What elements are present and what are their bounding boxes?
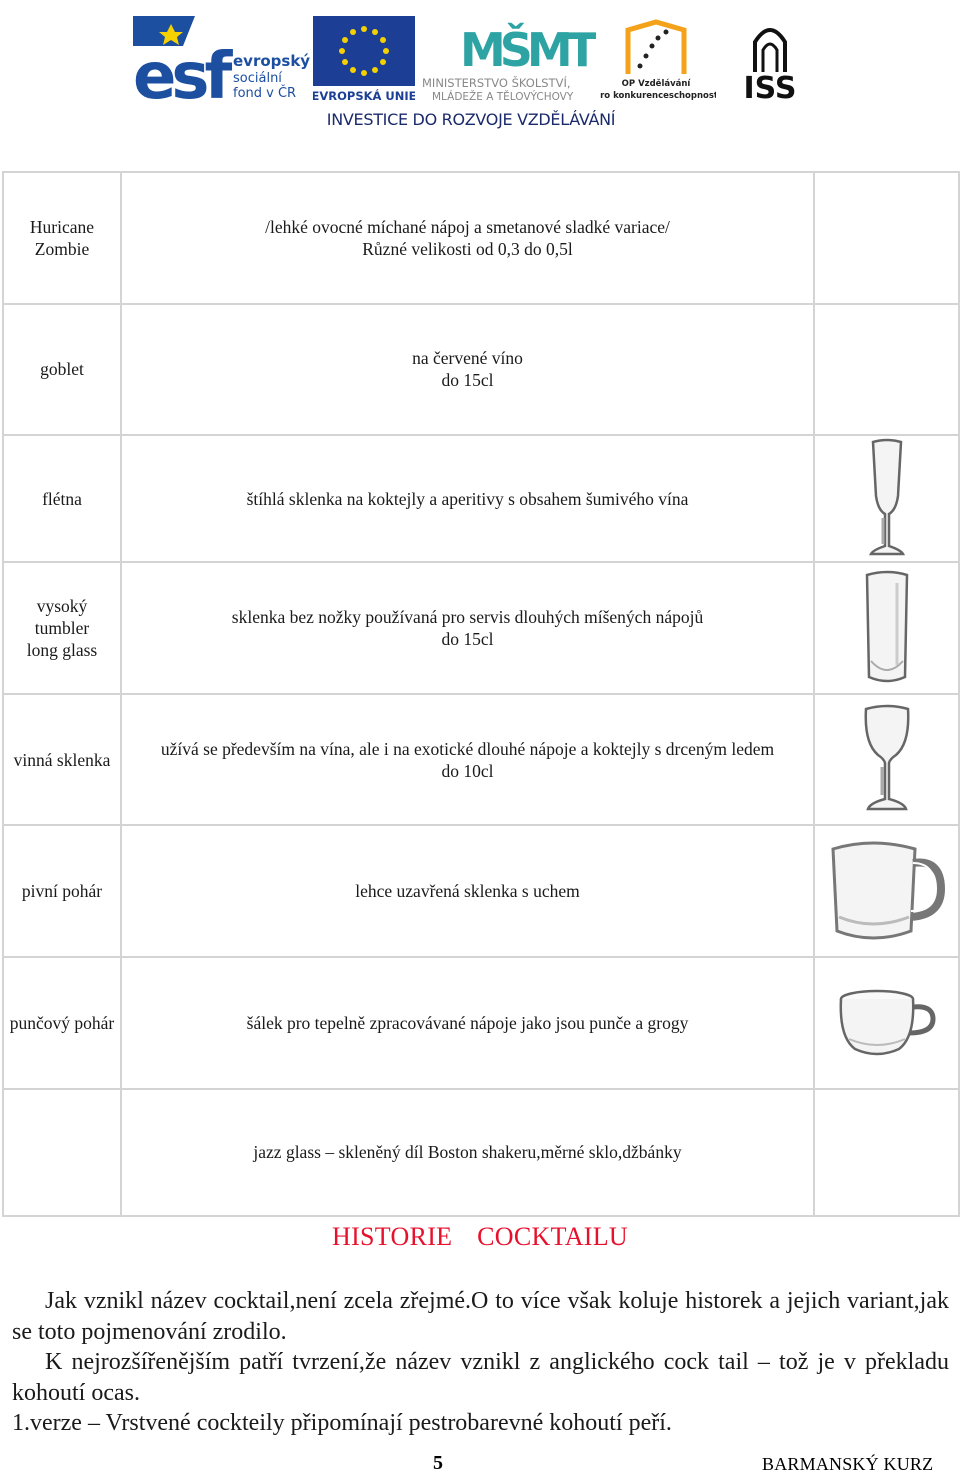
- table-row: [3, 825, 959, 957]
- punch-cup-icon: [815, 985, 958, 1061]
- glass-description: na červené víno: [412, 348, 523, 369]
- footer-title: BARMANSKÝ KURZ: [762, 1454, 934, 1473]
- glass-image-cell: [814, 957, 959, 1089]
- glass-description: lehce uzavřená sklenka s uchem: [355, 881, 580, 902]
- op-logo: [600, 16, 716, 102]
- glass-image-cell: [814, 694, 959, 826]
- glass-image-cell: [814, 172, 959, 304]
- glass-description: Různé velikosti od 0,3 do 0,5l: [362, 238, 573, 259]
- glass-description-cell: [121, 304, 814, 436]
- glass-name-cell: [3, 1089, 121, 1216]
- wine-glass-icon: [815, 703, 958, 817]
- glass-image-cell: [814, 1089, 959, 1216]
- glass-description: do 15cl: [441, 628, 494, 649]
- glass-name-cell: [3, 825, 121, 957]
- glass-image-cell: [814, 435, 959, 562]
- glass-name-cell: [3, 694, 121, 826]
- svg-text:OP Vzdělávání: OP Vzdělávání: [621, 79, 691, 89]
- glass-name-cell: [3, 435, 121, 562]
- glass-name: Zombie: [34, 238, 90, 259]
- glass-name: punčový pohár: [9, 1012, 115, 1033]
- glass-description-cell: [121, 562, 814, 694]
- svg-text:esf: esf: [133, 40, 228, 102]
- glass-description-cell: [121, 435, 814, 562]
- history-text: [12, 1286, 949, 1439]
- glass-name: vysoký: [36, 595, 88, 616]
- glass-name-cell: [3, 304, 121, 436]
- paragraph: K nejrozšířenějším patří tvrzení,že název vznikl z anglického cock tail – tož je v překladu kohoutí ocas.: [12, 1349, 949, 1406]
- glass-description-cell: [121, 825, 814, 957]
- table-row: [3, 694, 959, 826]
- svg-text:evropský: evropský: [233, 52, 311, 70]
- glass-description: do 15cl: [441, 370, 494, 391]
- svg-text:ISS: ISS: [743, 71, 797, 104]
- glass-name-cell: [3, 562, 121, 694]
- table-row: [3, 172, 959, 304]
- table-row: [3, 435, 959, 562]
- table-row: [3, 957, 959, 1089]
- glass-description: /lehké ovocné míchané nápoj a smetanové sladké variace/: [265, 216, 670, 237]
- svg-text:MINISTERSTVO ŠKOLSTVÍ,: MINISTERSTVO ŠKOLSTVÍ,: [422, 76, 571, 90]
- glass-description: šálek pro tepelně zpracovávané nápoje jako jsou punče a grogy: [246, 1012, 689, 1033]
- glass-name: Huricane: [29, 216, 95, 237]
- glass-name: goblet: [40, 359, 84, 380]
- glass-image-cell: [814, 562, 959, 694]
- glass-image-cell: [814, 304, 959, 436]
- esf-logo: [133, 16, 311, 102]
- glass-name: pivní pohár: [21, 881, 103, 902]
- svg-text:EVROPSKÁ UNIE: EVROPSKÁ UNIE: [313, 89, 415, 102]
- glass-name: vinná sklenka: [13, 749, 111, 770]
- beer-mug-icon: [815, 833, 958, 949]
- glass-types-table: [2, 171, 960, 1217]
- glass-description-cell: [121, 172, 814, 304]
- glass-description-cell: [121, 957, 814, 1089]
- svg-text:sociální: sociální: [233, 71, 282, 86]
- iss-logo: [725, 14, 815, 104]
- table-row: [3, 1089, 959, 1216]
- flute-glass-icon: [815, 438, 958, 560]
- glass-description: sklenka bez nožky používaná pro servis dlouhých míšených nápojů: [231, 606, 704, 627]
- eu-logo: [313, 16, 415, 102]
- table-row: [3, 562, 959, 694]
- glass-description: užívá se především na vína, ale i na exotické dlouhé nápoje a koktejly s drceným ledem: [160, 738, 775, 759]
- header-logos: [0, 0, 960, 140]
- glass-description: štíhlá sklenka na koktejly a aperitivy s obsahem šumivého vína: [246, 488, 689, 509]
- paragraph: Jak vznikl název cocktail,není zcela zřejmé.O to více však koluje historek a jejich variant,jak se toto pojmenování zrodilo.: [12, 1288, 949, 1345]
- section-title: HISTORIE COCKTAILU: [332, 1222, 628, 1251]
- svg-text:MLÁDEŽE A TĚLOVÝCHOVY: MLÁDEŽE A TĚLOVÝCHOVY: [432, 91, 574, 103]
- investice-banner: INVESTICE DO ROZVOJE VZDĚLÁVÁNÍ: [326, 110, 616, 129]
- svg-text:fond v ČR: fond v ČR: [233, 86, 297, 101]
- glass-description-cell: [121, 694, 814, 826]
- glass-name: tumbler: [34, 617, 90, 638]
- glass-description: jazz glass – skleněný díl Boston shakeru,měrné sklo,džbánky: [253, 1142, 682, 1163]
- glass-name: long glass: [26, 639, 98, 660]
- svg-text:MŠMT: MŠMT: [460, 23, 593, 77]
- paragraph: 1.verze – Vrstvené cockteily připomínají pestrobarevné kohoutí peří.: [12, 1410, 672, 1436]
- table-row: [3, 304, 959, 436]
- glass-name-cell: [3, 957, 121, 1089]
- svg-text:pro konkurenceschopnost: pro konkurenceschopnost: [600, 91, 716, 101]
- glass-description-cell: [121, 1089, 814, 1216]
- glass-name-cell: [3, 172, 121, 304]
- glass-image-cell: [814, 825, 959, 957]
- glass-name: flétna: [42, 488, 82, 509]
- msmt-logo: [420, 14, 596, 104]
- glass-description: do 10cl: [441, 760, 494, 781]
- tumbler-glass-icon: [815, 569, 958, 687]
- page-number: 5: [433, 1452, 443, 1473]
